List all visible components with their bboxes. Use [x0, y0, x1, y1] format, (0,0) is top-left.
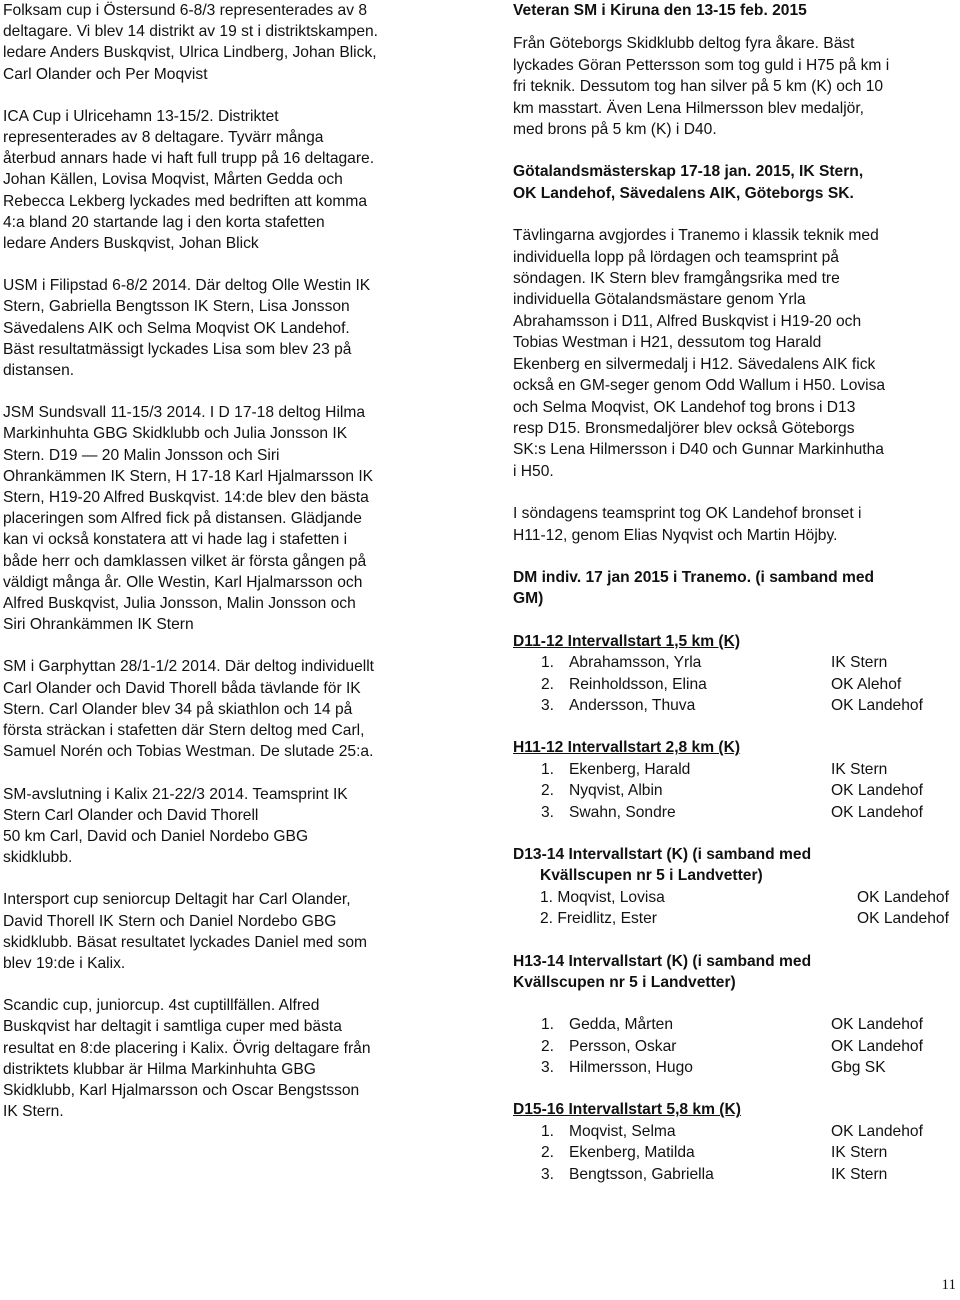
- result-club: OK Landehof: [831, 1122, 923, 1140]
- spacer: [513, 1078, 960, 1099]
- spacer: [3, 254, 481, 275]
- right-column: [513, 0, 960, 1185]
- section-heading-gotaland: Götalandsmästerskap 17-18 jan. 2015, IK Stern,: [513, 163, 864, 181]
- result-place: 1.: [541, 654, 555, 672]
- result-club: Gbg SK: [831, 1059, 886, 1077]
- class-title: H11-12 Intervallstart 2,8 km (K): [513, 739, 741, 757]
- text-line: Ohrankämmen IK Stern, H 17-18 Karl Hjalmarsson IK: [3, 467, 374, 485]
- result-club: OK Landehof: [857, 888, 949, 906]
- result-row: [513, 674, 960, 695]
- text-line: Rebecca Lekberg lyckades med bedriften att komma: [3, 192, 368, 210]
- result-name: 2. Freidlitz, Ester: [540, 910, 657, 928]
- result-row: [513, 802, 960, 823]
- text-line: Intersport cup seniorcup Deltagit har Carl Olander,: [3, 891, 351, 909]
- result-row: [513, 1036, 960, 1057]
- text-line: kan vi också konstatera att vi hade lag i stafetten i: [3, 531, 348, 549]
- result-place: 2.: [541, 1037, 555, 1055]
- text-line: Stern, H19-20 Alfred Buskqvist. 14:de blev den bästa: [3, 489, 369, 507]
- class-heading: [513, 737, 960, 758]
- result-name: Swahn, Sondre: [569, 803, 676, 821]
- result-row: [513, 887, 960, 908]
- text-line: distriktets klubbar är Hilma Markinhuhta GBG: [3, 1060, 316, 1078]
- text-line: Buskqvist har deltagit i samtliga cuper med bästa: [3, 1018, 342, 1036]
- text-line: Tävlingarna avgjordes i Tranemo i klassik teknik med: [513, 227, 879, 245]
- spacer: [513, 930, 960, 951]
- spacer: [513, 716, 960, 737]
- result-name: Hilmersson, Hugo: [569, 1059, 693, 1077]
- text-line: Markinhuhta GBG Skidklubb och Julia Jonsson IK: [3, 425, 348, 443]
- section-heading-veteran: Veteran SM i Kiruna den 13-15 feb. 2015: [513, 2, 807, 19]
- result-name: Ekenberg, Harald: [569, 760, 691, 778]
- text-line: både herr och damklassen vilket är första gången på: [3, 552, 367, 570]
- spacer: [513, 823, 960, 844]
- result-club: OK Landehof: [831, 1037, 923, 1055]
- text-line: USM i Filipstad 6-8/2 2014. Där deltog Olle Westin IK: [3, 277, 371, 295]
- spacer: [3, 381, 481, 402]
- section-heading-dm: GM): [513, 590, 544, 608]
- paragraph: [3, 275, 481, 381]
- text-line: första sträckan i stafetten där Stern deltog med Carl,: [3, 722, 365, 740]
- class-heading: D13-14 Intervallstart (K) (i samband med: [513, 845, 812, 863]
- spacer: [513, 610, 960, 631]
- spacer: [3, 635, 481, 656]
- paragraph: [3, 0, 481, 85]
- result-name: Nyqvist, Albin: [569, 782, 663, 800]
- spacer: [513, 993, 960, 1014]
- result-name: Andersson, Thuva: [569, 696, 696, 714]
- result-name: Persson, Oskar: [569, 1037, 677, 1055]
- text-line: 50 km Carl, David och Daniel Nordebo GBG: [3, 827, 309, 845]
- result-name: Gedda, Mårten: [569, 1016, 674, 1034]
- class-heading: Kvällscupen nr 5 i Landvetter): [540, 867, 763, 885]
- text-line: återbud annars hade vi haft full trupp på 16 deltagare.: [3, 150, 375, 168]
- text-line: km masstart. Även Lena Hilmersson blev medaljör,: [513, 99, 864, 117]
- text-line: David Thorell IK Stern och Daniel Nordebo GBG: [3, 912, 337, 930]
- paragraph: [3, 402, 481, 635]
- result-place: 2.: [541, 782, 555, 800]
- text-line: IK Stern.: [3, 1103, 64, 1121]
- result-name: Moqvist, Selma: [569, 1122, 676, 1140]
- result-club: IK Stern: [831, 1144, 888, 1162]
- text-line: representerades av 8 deltagare. Tyvärr många: [3, 129, 324, 147]
- result-club: OK Landehof: [831, 782, 923, 800]
- text-line: ICA Cup i Ulricehamn 13-15/2. Distriktet: [3, 107, 279, 125]
- result-place: 1.: [541, 1016, 555, 1034]
- result-row: [513, 1014, 960, 1035]
- result-club: OK Landehof: [857, 910, 949, 928]
- text-line: Stern Carl Olander och David Thorell: [3, 806, 259, 824]
- class-title: D15-16 Intervallstart 5,8 km (K): [513, 1101, 741, 1119]
- spacer: [513, 482, 960, 503]
- result-club: OK Alehof: [831, 675, 902, 693]
- result-row: [513, 695, 960, 716]
- text-line: Siri Ohrankämmen IK Stern: [3, 616, 194, 634]
- spacer: [513, 140, 960, 161]
- text-line: skidklubb. Bäsat resultatet lyckades Daniel med som: [3, 933, 368, 951]
- result-name: Bengtsson, Gabriella: [569, 1165, 714, 1183]
- spacer: [3, 85, 481, 106]
- text-line: distansen.: [3, 362, 75, 380]
- text-line: Carl Olander och Per Moqvist: [3, 65, 208, 83]
- text-line: placeringen som Alfred fick på distansen. Glädjande: [3, 510, 362, 528]
- text-line: i H50.: [513, 462, 554, 480]
- class-heading: Kvällscupen nr 5 i Landvetter): [513, 973, 736, 991]
- result-name: Reinholdsson, Elina: [569, 675, 707, 693]
- class-title: D11-12 Intervallstart 1,5 km (K): [513, 632, 741, 650]
- text-line: fri teknik. Dessutom tog han silver på 5 km (K) och 10: [513, 78, 884, 96]
- spacer: [513, 204, 960, 225]
- section-heading-gotaland: OK Landehof, Sävedalens AIK, Göteborgs SK.: [513, 184, 854, 202]
- result-club: IK Stern: [831, 760, 888, 778]
- text-line: JSM Sundsvall 11-15/3 2014. I D 17-18 deltog Hilma: [3, 404, 366, 422]
- text-line: Samuel Norén och Tobias Westman. De slutade 25:a.: [3, 743, 374, 761]
- result-row: [513, 1164, 960, 1185]
- result-row: [513, 1121, 960, 1142]
- result-club: OK Landehof: [831, 696, 923, 714]
- text-line: SK:s Lena Hilmersson i D40 och Gunnar Markinhutha: [513, 441, 884, 459]
- text-line: Ekenberg en silvermedalj i H12. Sävedalens AIK fick: [513, 355, 876, 373]
- result-row: [513, 1057, 960, 1078]
- text-line: också en GM-seger genom Odd Wallum i H50. Lovisa: [513, 377, 886, 395]
- result-row: [513, 908, 960, 929]
- result-place: 3.: [541, 803, 555, 821]
- page-number: 11: [941, 1277, 956, 1293]
- text-line: deltagare. Vi blev 14 distrikt av 19 st i distriktskampen.: [3, 23, 379, 41]
- class-heading: H13-14 Intervallstart (K) (i samband med: [513, 952, 812, 970]
- spacer: [3, 763, 481, 784]
- result-club: IK Stern: [831, 654, 888, 672]
- result-row: [513, 759, 960, 780]
- result-name: Abrahamsson, Yrla: [569, 654, 702, 672]
- result-row: [513, 780, 960, 801]
- text-line: söndagen. IK Stern blev framgångsrika med tre: [513, 270, 840, 288]
- text-line: Abrahamsson i D11, Alfred Buskqvist i H19-20 och: [513, 312, 862, 330]
- result-club: OK Landehof: [831, 1016, 923, 1034]
- text-line: SM i Garphyttan 28/1-1/2 2014. Där deltog individuellt: [3, 658, 374, 676]
- text-line: Johan Källen, Lovisa Moqvist, Mårten Gedda och: [3, 171, 343, 189]
- left-column: [3, 0, 481, 1122]
- spacer: [513, 546, 960, 567]
- text-line: Skidklubb, Karl Hjalmarsson och Oscar Bengstsson: [3, 1081, 360, 1099]
- result-place: 3.: [541, 1059, 555, 1077]
- text-line: Scandic cup, juniorcup. 4st cuptillfällen. Alfred: [3, 997, 320, 1015]
- result-place: 2.: [541, 675, 555, 693]
- text-line: Alfred Buskqvist, Julia Jonsson, Malin Jonsson och: [3, 595, 356, 613]
- text-line: lyckades Göran Pettersson som tog guld i H75 på km i: [513, 56, 890, 74]
- text-line: med brons på 5 km (K) i D40.: [513, 121, 717, 139]
- class-heading: [513, 631, 960, 652]
- text-line: blev 19:de i Kalix.: [3, 954, 126, 972]
- result-name: 1. Moqvist, Lovisa: [540, 888, 665, 906]
- result-row: [513, 1142, 960, 1163]
- text-line: Carl Olander och David Thorell båda tävlande för IK: [3, 679, 361, 697]
- text-line: Bäst resultatmässigt lyckades Lisa som blev 23 på: [3, 340, 352, 358]
- text-line: Från Göteborgs Skidklubb deltog fyra åkare. Bäst: [513, 35, 855, 53]
- result-place: 3.: [541, 696, 555, 714]
- text-line: väldigt många år. Olle Westin, Karl Hjalmarsson och: [3, 573, 363, 591]
- text-line: resp D15. Bronsmedaljörer blev också Göteborgs: [513, 419, 855, 437]
- paragraph: [3, 995, 481, 1122]
- text-line: ledare Anders Buskqvist, Ulrica Lindberg, Johan Blick,: [3, 44, 377, 62]
- result-club: IK Stern: [831, 1165, 888, 1183]
- text-line: Sävedalens AIK och Selma Moqvist OK Landehof.: [3, 319, 350, 337]
- spacer: [513, 21, 960, 33]
- text-line: resultat en 8:de placering i Kalix. Övrig deltagare från: [3, 1039, 371, 1057]
- text-line: individuella Götalandsmästare genom Yrla: [513, 291, 806, 309]
- result-place: 2.: [541, 1144, 555, 1162]
- spacer: [3, 868, 481, 889]
- text-line: Folksam cup i Östersund 6-8/3 representerades av 8: [3, 2, 368, 19]
- result-place: 1.: [541, 760, 555, 778]
- text-line: I söndagens teamsprint tog OK Landehof bronset i: [513, 505, 862, 523]
- text-line: Stern, Gabriella Bengtsson IK Stern, Lisa Jonsson: [3, 298, 350, 316]
- text-line: Stern. D19 — 20 Malin Jonsson och Siri: [3, 446, 280, 464]
- result-place: 3.: [541, 1165, 555, 1183]
- paragraph: [3, 889, 481, 974]
- class-heading: [513, 1099, 960, 1120]
- text-line: individuella lopp på lördagen och teamsprint på: [513, 248, 839, 266]
- text-line: H11-12, genom Elias Nyqvist och Martin Höjby.: [513, 526, 838, 544]
- text-line: ledare Anders Buskqvist, Johan Blick: [3, 235, 259, 253]
- text-line: Stern. Carl Olander blev 34 på skiathlon och 14 på: [3, 700, 353, 718]
- section-heading-dm: DM indiv. 17 jan 2015 i Tranemo. (i samband med: [513, 568, 875, 586]
- result-club: OK Landehof: [831, 803, 923, 821]
- paragraph: [3, 656, 481, 762]
- paragraph: [3, 106, 481, 254]
- paragraph: [3, 784, 481, 869]
- result-place: 1.: [541, 1122, 555, 1140]
- text-line: Tobias Westman i H21, dessutom tog Harald: [513, 334, 822, 352]
- spacer: [3, 974, 481, 995]
- text-line: 4:a bland 20 startande lag i den korta stafetten: [3, 213, 325, 231]
- result-name: Ekenberg, Matilda: [569, 1144, 695, 1162]
- result-row: [513, 652, 960, 673]
- text-line: skidklubb.: [3, 849, 73, 867]
- text-line: SM-avslutning i Kalix 21-22/3 2014. Teamsprint IK: [3, 785, 348, 803]
- text-line: och Selma Moqvist, OK Landehof tog brons i D13: [513, 398, 856, 416]
